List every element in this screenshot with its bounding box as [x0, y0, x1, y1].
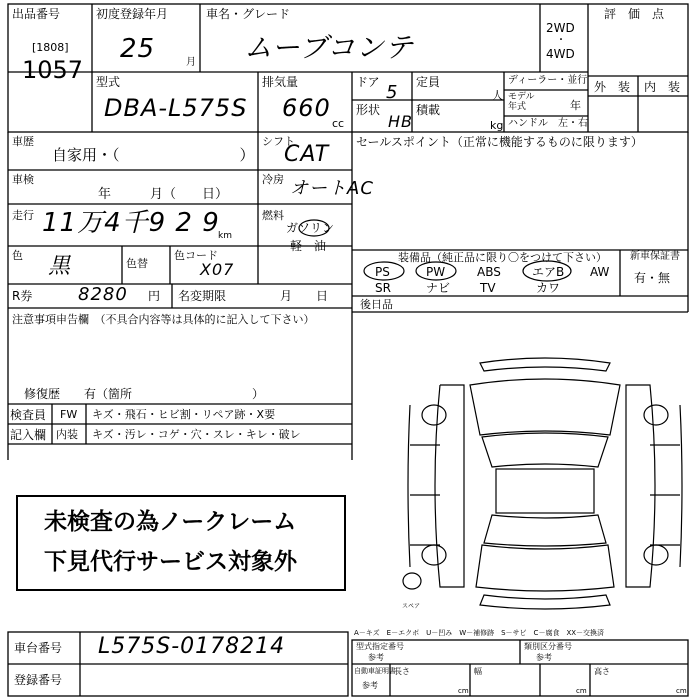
interior-label: 内 装: [644, 80, 681, 94]
ac-label: 冷房: [262, 173, 284, 186]
drive-2wd: 2WD: [546, 21, 575, 35]
registration-label: 登録番号: [14, 673, 63, 687]
lot-sub-code: [1808]: [32, 41, 69, 54]
shape-value: HB: [388, 112, 414, 131]
notice-line-1: 未検査の為ノークレーム: [44, 509, 297, 535]
month-unit: 月: [186, 57, 196, 68]
shift-label: シフト: [262, 135, 295, 148]
ref-3: 参考: [362, 681, 378, 690]
chassis-label: 車台番号: [14, 641, 63, 655]
color-code-value: X07: [200, 260, 235, 279]
warranty-value: 有・無: [634, 271, 671, 285]
cert-model-label: 型式指定番号: [356, 642, 404, 651]
cm-unit-height: cm: [676, 687, 687, 695]
evaluation-label: 評 価 点: [604, 7, 665, 21]
year-unit: 年: [570, 99, 581, 112]
notes-label: 注意事項申告欄 （不具合内容等は具体的に記入して下さい）: [12, 313, 315, 326]
notice-box: [16, 495, 346, 591]
height-label: 高さ: [594, 667, 610, 676]
ref-1: 参考: [368, 653, 384, 662]
equip-tv: TV: [480, 281, 496, 295]
displacement-value: 660: [282, 94, 331, 122]
fuel-label: 燃料: [262, 209, 284, 222]
spare-label: スペア: [402, 603, 421, 610]
drive-4wd: 4WD: [546, 47, 575, 61]
equip-ps: PS: [375, 265, 390, 279]
equip-navi: ナビ: [426, 281, 451, 295]
km-unit: km: [218, 231, 232, 241]
door-value: 5: [386, 82, 399, 103]
fuel-gasoline: ガソリン: [286, 221, 335, 235]
name-change-value: 月 日: [280, 289, 329, 303]
model-value: DBA-L575S: [104, 94, 248, 122]
color-label: 色: [12, 249, 23, 262]
history-label: 車歴: [12, 135, 34, 148]
cm-unit-width: cm: [576, 687, 587, 695]
lot-number: 1057: [22, 56, 84, 84]
equip-sr: SR: [375, 281, 391, 295]
recycle-value: 8280: [78, 284, 128, 305]
later-docs-label: 後日品: [360, 298, 393, 311]
car-name-grade-label: 車名・グレード: [206, 7, 291, 21]
first-registration-value: 25: [120, 34, 156, 64]
model-year-label: モデル 年式: [508, 92, 535, 112]
repair-history-label: 修復歴 有（箇所 ）: [24, 387, 265, 401]
first-registration-label: 初度登録年月: [96, 7, 169, 21]
color-code-label: 色コード: [174, 249, 218, 262]
handle-label: ハンドル 左・右: [508, 118, 588, 129]
notice-line-2: 下見代行サービス対象外: [44, 549, 297, 575]
mileage-label: 走行: [12, 209, 34, 222]
name-change-label: 名変期限: [178, 289, 227, 303]
exterior-label: 外 装: [594, 80, 631, 94]
door-label: ドア: [356, 75, 380, 89]
shape-label: 形状: [356, 103, 381, 117]
color-change-label: 色替: [126, 257, 148, 270]
vehicle-cert-label: 自動車証明書: [354, 667, 396, 675]
fw-items: キズ・飛石・ヒビ割・リペア跡・X要: [92, 408, 276, 421]
ac-value: オートAC: [290, 178, 374, 199]
fw-label: FW: [60, 408, 78, 421]
length-label: 長さ: [394, 667, 410, 676]
drive-separator: ・: [556, 35, 566, 46]
width-label: 幅: [474, 667, 482, 676]
equip-aw: AW: [590, 265, 610, 279]
equip-airbag: エアB: [532, 265, 565, 279]
car-name-value: ムーブコンテ: [244, 31, 414, 64]
category-label: 類別区分番号: [524, 642, 572, 651]
history-value: 自家用・（ ）: [52, 146, 255, 164]
fuel-diesel: 軽 油: [290, 239, 327, 253]
damage-legend: A－キズ E－エクボ U－凹み W－補修跡 S－サビ C－腐食 XX－交換済: [354, 629, 605, 637]
interior-check-items: キズ・汚レ・コゲ・穴・スレ・キレ・破レ: [92, 428, 301, 441]
equip-pw: PW: [426, 265, 446, 279]
color-value: 黒: [48, 254, 72, 279]
cm-unit-length: cm: [458, 687, 469, 695]
ref-2: 参考: [536, 653, 552, 662]
lot-number-label: 出品番号: [12, 7, 61, 21]
displacement-label: 排気量: [262, 75, 299, 89]
inspection-value: 年 月（ 日）: [98, 187, 229, 202]
recycle-label: R券: [12, 289, 33, 303]
mileage-value: 11万4千9 2 9: [42, 208, 220, 238]
dealer-label: ディーラー・並行: [508, 75, 588, 86]
inspector-label-2: 記入欄: [10, 428, 47, 442]
warranty-label: 新車保証書: [630, 251, 680, 262]
car-damage-diagram: [400, 355, 690, 615]
chassis-value: L575S-0178214: [98, 634, 286, 659]
shift-value: CAT: [284, 142, 330, 167]
interior-check-label: 内装: [56, 428, 78, 441]
equip-leather: カワ: [536, 281, 561, 295]
equip-abs: ABS: [477, 265, 501, 279]
yen-unit: 円: [148, 289, 161, 303]
kg-unit: kg: [490, 119, 504, 132]
inspector-label-1: 検査員: [10, 408, 47, 422]
model-label: 型式: [96, 75, 121, 89]
person-unit: 人: [492, 89, 503, 102]
capacity-label: 定員: [416, 75, 441, 89]
sales-points-label: セールスポイント（正常に機能するものに限ります）: [356, 135, 643, 149]
equipment-header: 装備品（純正品に限り〇をつけて下さい）: [398, 251, 607, 264]
cc-unit: cc: [332, 117, 345, 130]
inspection-label: 車検: [12, 173, 34, 186]
load-label: 積載: [416, 103, 441, 117]
